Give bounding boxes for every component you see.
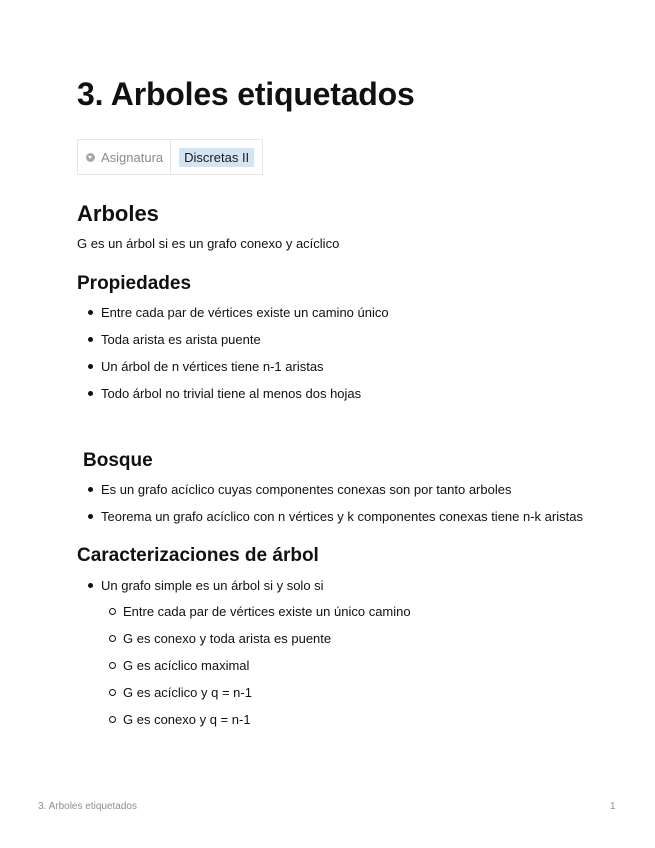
property-name-label: Asignatura: [101, 149, 164, 165]
list-propiedades: [101, 305, 389, 413]
sublist-item: G es acíclico maximal: [123, 658, 411, 685]
sublist-item: G es acíclico y q = n-1: [123, 685, 411, 712]
list-item: Entre cada par de vértices existe un camino único: [101, 305, 389, 332]
heading-caracterizaciones: Caracterizaciones de árbol: [77, 545, 319, 566]
list-item: Toda arista es arista puente: [101, 332, 389, 359]
sublist-item: Entre cada par de vértices existe un único camino: [123, 604, 411, 631]
property-tag: Discretas II: [179, 148, 254, 167]
list-item: Es un grafo acíclico cuyas componentes conexas son por tanto arboles: [101, 482, 583, 509]
heading-bosque: Bosque: [83, 450, 153, 471]
sublist-item: G es conexo y q = n-1: [123, 712, 411, 739]
list-bosque: [101, 482, 583, 536]
sublist-item: G es conexo y toda arista es puente: [123, 631, 411, 658]
heading-propiedades: Propiedades: [77, 273, 192, 294]
list-item: Un árbol de n vértices tiene n-1 aristas: [101, 359, 389, 386]
list-item: Un grafo simple es un árbol si y solo si: [101, 578, 324, 605]
sublist-caracterizaciones: [123, 604, 411, 739]
paragraph-arboles: G es un árbol si es un grafo conexo y acíclico: [77, 236, 340, 251]
property-name[interactable]: [78, 140, 171, 174]
list-item: Teorema un grafo acíclico con n vértices y k componentes conexas tiene n-k aristas: [101, 509, 583, 536]
page-title: 3. Arboles etiquetados: [77, 76, 415, 112]
footer-page-number: 1: [610, 801, 616, 812]
footer-title: 3. Arboles etiquetados: [38, 801, 137, 812]
property-value[interactable]: [171, 140, 262, 174]
property-row: [77, 139, 263, 175]
chevron-down-circle-icon: [86, 153, 95, 162]
heading-arboles: Arboles: [77, 201, 159, 226]
list-item: Todo árbol no trivial tiene al menos dos hojas: [101, 386, 389, 413]
list-caracterizaciones: [101, 578, 324, 605]
